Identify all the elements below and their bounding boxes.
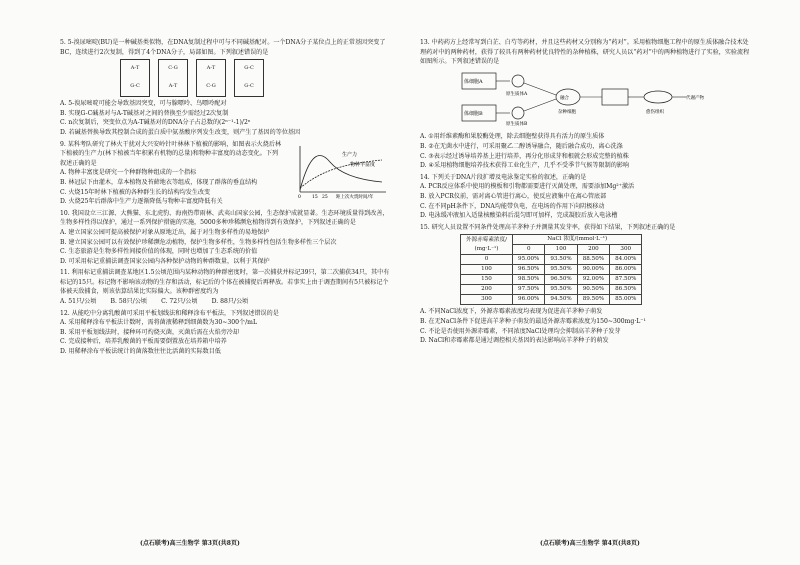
option-c: C. 不论是否使用外源赤霉素，不同浓度NaCl处理均会抑制高羊茅种子发芽 xyxy=(420,327,621,335)
svg-text:原生质体A: 原生质体A xyxy=(506,91,528,97)
question-stem: 14. 下列关于DNA片段扩增及电泳鉴定实验的叙述，正确的是 xyxy=(420,173,587,181)
table-group-header: NaCl 浓度/(mmol·L⁻¹) xyxy=(513,235,642,245)
column-header: 200 xyxy=(577,245,609,255)
table-row: 200 97.50% 95.50% 90.50% 86.50% xyxy=(461,285,642,295)
question-14 xyxy=(420,173,750,221)
question-9 xyxy=(60,140,390,207)
cell-fusion-flowchart xyxy=(460,69,710,127)
column-header: 300 xyxy=(610,245,642,255)
option-d: D. 若碱基替换导致其控制合成的蛋白质中氨基酸序列发生改变，则产生了基因的等位基因 xyxy=(60,128,301,136)
options-row xyxy=(60,297,390,307)
option-d: D. 用稀释涂布平板法统计的菌落数往往比活菌的实际数目低 xyxy=(60,348,221,356)
option-c: C. ③表示经过诱导培养基上进行培养，再分化形成芽和根就会形成完整的植株 xyxy=(420,152,629,160)
dna-strand: A-T C-G xyxy=(196,59,226,97)
germination-table xyxy=(460,234,642,305)
svg-text:体细胞B: 体细胞B xyxy=(464,110,483,117)
option-a: A. 51只/公顷 xyxy=(60,298,97,306)
option-c: C. n次复制后，突变位点为A-T碱基对的DNA分子占总数的(2ⁿ⁻¹-1)/2ⁿ xyxy=(60,119,251,127)
column-header: 0 xyxy=(513,245,545,255)
left-column xyxy=(60,38,390,359)
productivity-graph xyxy=(290,142,390,200)
question-stem: 5. 5-溴尿嘧啶(BU)是一种碱基类似物，在DNA复制过程中可与不同碱基配对。一个DNA分子某位点上的正常基因突变了BC，连续进行2次复制，得到了4个DNA分子，局部如图。下列叙述错误的是 xyxy=(60,39,386,56)
svg-text:杂种细胞: 杂种细胞 xyxy=(558,109,576,115)
option-c: C. 在不同pH条件下，DNA均能带负电，在电场的作用下向阴极移动 xyxy=(420,202,605,210)
question-5 xyxy=(60,38,390,138)
table-row: 100 96.50% 95.50% 90.00% 86.00% xyxy=(461,265,642,275)
option-d: D. NaCl和赤霉素都是通过调控相关基因的表达影响高羊茅种子的萌发 xyxy=(420,337,609,345)
option-b: B. 放入PCR仪前，需对离心管进行离心，使反应液集中在离心管底部 xyxy=(420,192,607,200)
option-d: D. 火烧25年后群落中生产力逐渐降低与物种丰富度降低有关 xyxy=(60,198,223,206)
option-c: C. 生态旅游是生物多样性间接价值的体现，同时也增加了生态系统的价值 xyxy=(60,248,258,256)
option-a: A. PCR反应体系中使用的模板和引物都需要进行灭菌处理，需要添加Mg²⁺激活 xyxy=(420,183,635,191)
svg-text:愈伤组织: 愈伤组织 xyxy=(646,109,664,115)
option-d: D. 可采用标记重捕法调查国家公园内各种保护动物的种群数量，以利于其保护 xyxy=(60,257,270,265)
question-stem: 11. 利用标记重捕法调查某地区1.5公顷范围内某种动物的种群密度时，第一次捕获并标记39只，第二次捕获34只，其中有标记的15只。标记物不影响该动物的生存和活动，标记后的个体在被捕捉后再释放。若事实上由于调查期间有5只被标记个体被天敌捕食，则该估算结果比实际偏大。该种群密度约为 xyxy=(60,269,390,296)
question-stem: 10. 我国设立三江源、大熊猫、东北虎豹、海南热带雨林、武夷山国家公园，生态保护成就显著。生态环境质量得到改善，生物多样性得以保护，通过一系列保护措施的实施，5000多种珍稀濒危植物得到有效保护，下列叙述正确的是 xyxy=(60,209,389,227)
svg-text:原生质体B: 原生质体B xyxy=(506,121,528,127)
option-b: B. 建立国家公园可以有效保护珍稀濒危动植物，保护生物多样性，生物多样性包括生物多样性三个层次 xyxy=(60,238,337,246)
option-b: B. ②在无菌水中进行，可采用聚乙二醇诱导融合，随后融合成功，离心洗涤 xyxy=(420,142,623,150)
table-row: 0 95.00% 93.50% 88.50% 84.00% xyxy=(461,255,642,265)
dna-strand: G-C G-C xyxy=(234,59,264,97)
svg-text:代谢产物: 代谢产物 xyxy=(686,95,704,101)
question-stem: 15. 研究人员设置不同条件处理高羊茅种子并测量其发芽率，获得如下结果，下列叙述正确的是 xyxy=(420,223,676,231)
question-13 xyxy=(420,38,750,171)
svg-text:体细胞A: 体细胞A xyxy=(464,78,483,85)
option-b: B. 采用平板划线法时，接种环可灼烧灭菌，灭菌后需在火焰旁冷却 xyxy=(60,328,239,336)
curve-label-productivity: 生产力 xyxy=(342,151,358,158)
question-12 xyxy=(60,309,390,357)
table-row: 150 98.50% 96.50% 92.00% 87.50% xyxy=(461,275,642,285)
question-stem: 13. 中药药方上经常写到白芷、白芍等药材，并且这些药材又分别称为“药对”。采用植物细胞工程中的原生质体融合技术处理药对中的两种药材，获得了较具有两种药材优良特性的杂种植株，研究人员以“药对”中的两种植物进行了实验，实验流程如图所示。下列叙述错误的是 xyxy=(420,39,750,66)
question-15 xyxy=(420,223,750,346)
dna-strand: A-T G-C xyxy=(120,59,150,97)
option-a: A. 5-溴尿嘧啶可能会导致基因突变，可与腺嘌呤、鸟嘌呤配对 xyxy=(60,100,227,108)
table-row: 300 96.00% 94.50% 89.50% 85.00% xyxy=(461,295,642,305)
option-a: A. 建立国家公园可提高被保护对象从原地迁出，属于对生物多样性的易地保护 xyxy=(60,228,270,236)
option-d: D. ④采用植物细胞培养技术获得工业化生产，几乎不受季节气候等限制的影响 xyxy=(420,162,630,170)
dna-strand: C-G A-T xyxy=(158,59,188,97)
option-a: A. 不同NaCl浓度下，外源赤霉素浓度均表现为促进高羊茅种子萌发 xyxy=(420,308,603,316)
right-column xyxy=(420,38,750,348)
option-c: C. 完成接种后，培养乳酸菌的平板需要倒置放在培养箱中培养 xyxy=(60,338,227,346)
curve-label-richness: 物种丰富度 xyxy=(350,161,376,168)
option-b: B. 58只/公顷 xyxy=(110,298,147,306)
svg-text:15: 15 xyxy=(312,194,318,200)
question-11 xyxy=(60,268,390,306)
question-10 xyxy=(60,209,390,267)
page-footer-right: (点石联考)高三生物学 第4页(共8页) xyxy=(540,540,640,547)
option-c: C. 72只/公顷 xyxy=(161,298,198,306)
x-axis-label: 距上次火烧时间/年 xyxy=(336,194,374,200)
option-a: A. 采用稀释涂布平板法计数时，需将菌液稀释到细菌数为30~300个/mL xyxy=(60,319,257,327)
question-stem: 9. 某科考队研究了林火干扰对大兴安岭针叶林林下植被的影响，如图表示火烧后林下植被的生产力(林下植被当年积累有机物的总量)和物种丰富度的动态变化。下列叙述正确的是 xyxy=(60,140,282,167)
option-d: D. 88只/公顷 xyxy=(211,298,249,306)
option-b: B. 林冠层下由灌木，草本植物及苔藓地衣等组成，体现了群落的垂直结构 xyxy=(60,178,258,186)
svg-text:0: 0 xyxy=(298,194,301,200)
page-footer-left: (点石联考)高三生物学 第3页(共8页) xyxy=(140,540,240,547)
option-b: B. 实现G-C碱基对与A-T碱基对之间的替换至少需经过2次复制 xyxy=(60,109,229,117)
option-b: B. 在无NaCl条件下促进高羊茅种子萌发的最适外源赤霉素浓度为150~300mg·L⁻¹ xyxy=(420,317,646,325)
option-a: A. 物种丰富度是研究一个种群物种组成的一个指标 xyxy=(60,169,197,177)
svg-text:融合: 融合 xyxy=(560,95,569,101)
table-corner-header: 外源赤霉素浓度/ (mg·L⁻¹) xyxy=(461,235,513,255)
option-d: D. 电泳缓冲液加入适量核酸染料后混匀即可加样，完成凝胶后放入电泳槽 xyxy=(420,212,618,220)
option-c: C. 火烧15年时林下植被的各种群生长的结构均发生改变 xyxy=(60,188,211,196)
svg-text:25: 25 xyxy=(322,194,328,200)
option-a: A. ①用纤维素酶和果胶酶处理，除去细胞壁获得具有活力的原生质体 xyxy=(420,133,605,141)
question-stem: 12. 从能吃中分离乳酸菌可采用平板划线法和稀释涂布平板法，下列叙述错误的是 xyxy=(60,309,279,317)
dna-replication-figure xyxy=(120,59,390,97)
column-header: 100 xyxy=(545,245,577,255)
